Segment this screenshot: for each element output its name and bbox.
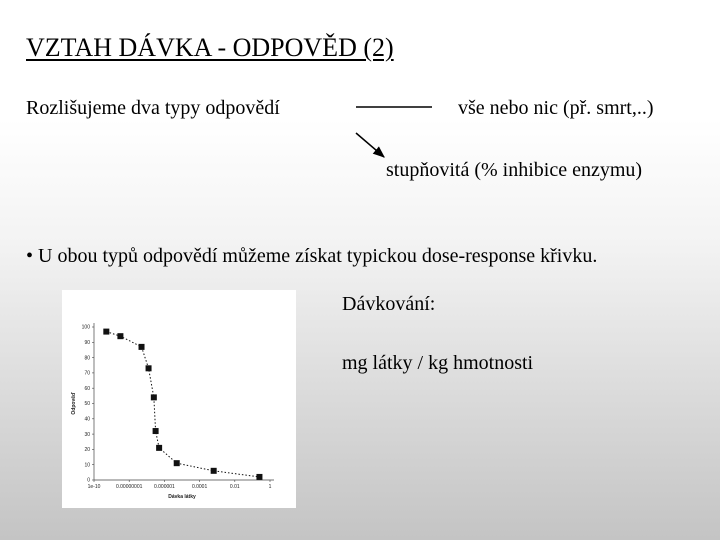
data-point: [256, 474, 262, 480]
series-line: [106, 332, 259, 477]
x-tick-label: 1: [268, 484, 272, 490]
y-tick-label: 100: [81, 324, 90, 331]
x-tick-label: 0.000001: [153, 484, 175, 490]
x-tick-label: 1e-10: [87, 484, 101, 490]
y-tick-label: 60: [84, 385, 90, 392]
data-point: [117, 333, 123, 339]
dose-response-chart: [62, 290, 296, 508]
y-tick-label: 80: [84, 355, 90, 362]
dosing-label: Dávkování:: [342, 293, 436, 315]
data-point: [156, 445, 162, 451]
y-tick-label: 40: [84, 416, 90, 423]
response-graded: stupňovitá (% inhibice enzymu): [386, 159, 643, 181]
y-tick-label: 70: [84, 370, 90, 377]
intro-text: Rozlišujeme dva typy odpovědí: [26, 97, 280, 119]
y-tick-label: 30: [84, 431, 90, 438]
x-tick-label: 0.01: [229, 484, 240, 490]
x-tick-label: 0.0001: [191, 484, 208, 490]
data-point: [151, 394, 157, 400]
y-tick-label: 20: [84, 447, 90, 454]
data-point: [146, 365, 152, 371]
x-tick-label: 0.00000001: [115, 484, 143, 490]
y-axis-label: Odpověď: [71, 392, 77, 415]
x-axis-label: Dávka látky: [168, 494, 196, 500]
y-tick-label: 50: [84, 401, 90, 408]
chart-svg: [62, 290, 296, 508]
y-tick-label: 10: [84, 462, 90, 469]
response-all-or-none: vše nebo nic (př. smrt,..): [458, 97, 654, 119]
y-tick-label: 0: [87, 477, 90, 484]
data-point: [153, 428, 159, 434]
bullet-text: • U obou typů odpovědí můžeme získat typickou dose-response křivku.: [26, 245, 598, 267]
arrow-diagonal: [356, 133, 384, 157]
data-point: [103, 329, 109, 335]
dosing-unit: mg látky / kg hmotnosti: [342, 352, 534, 374]
data-point: [174, 460, 180, 466]
slide-title: VZTAH DÁVKA - ODPOVĚD (2): [26, 33, 394, 62]
y-tick-label: 90: [84, 340, 90, 346]
data-point: [139, 344, 145, 350]
data-point: [211, 468, 217, 474]
